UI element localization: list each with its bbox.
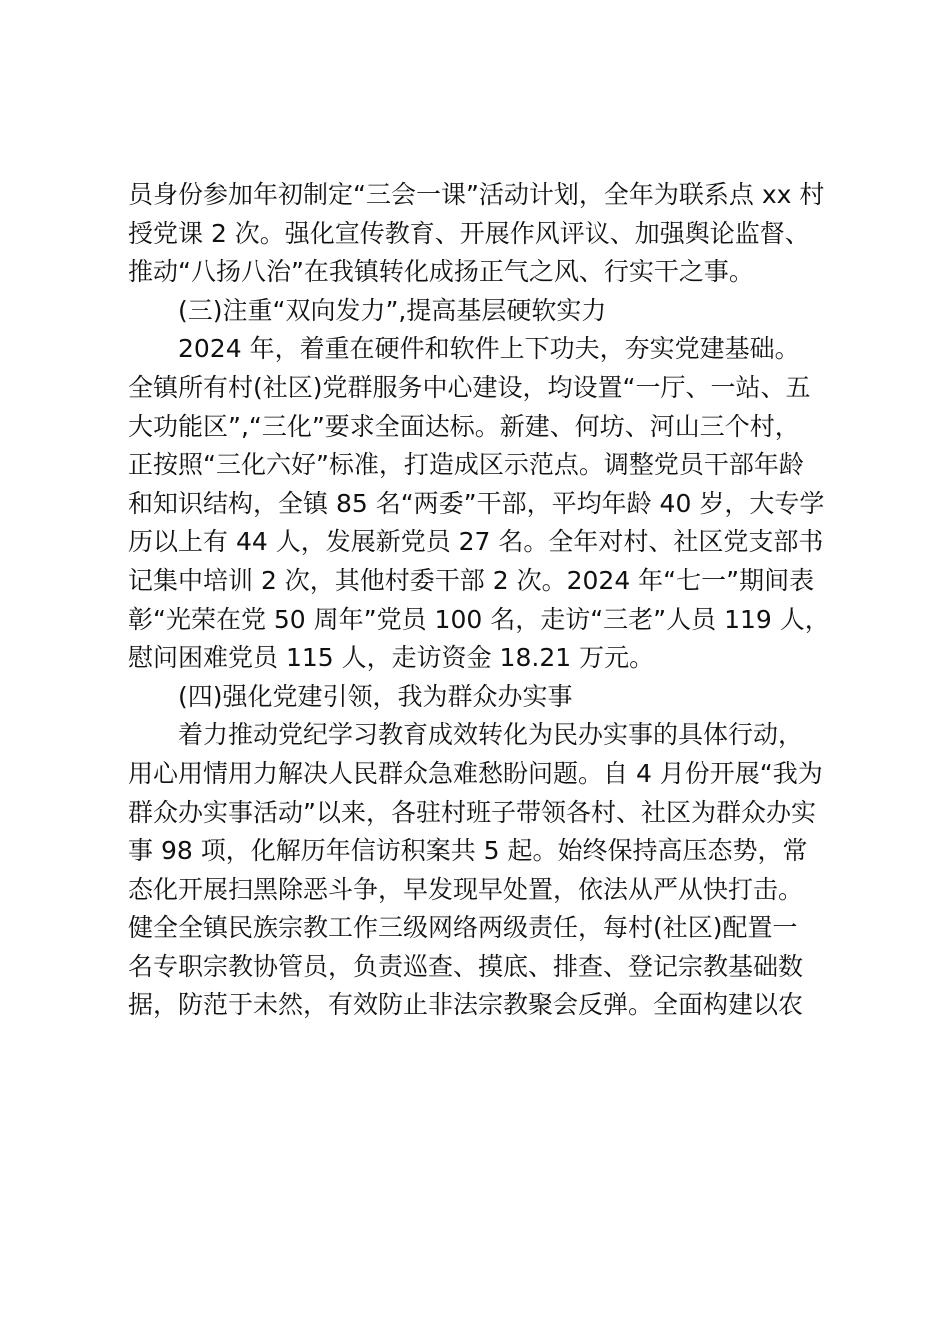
text-line-20: 健全全镇民族宗教工作三级网络两级责任，每村(社区)配置一 (128, 913, 798, 943)
section-heading-3: (三)注重“双向发力”,提高基层硬软实力 (178, 295, 607, 325)
text-line-6: 全镇所有村(社区)党群服务中心建设，均设置“一厅、一站、五 (128, 372, 811, 402)
text-line-22: 据，防范于未然，有效防止非法宗教聚会反弹。全面构建以农 (128, 990, 804, 1020)
text-line-2: 授党课 2 次。强化宣传教育、开展作风评议、加强舆论监督、 (128, 218, 810, 248)
text-line-19: 态化开展扫黑除恶斗争，早发现早处置，依法从严从快打击。 (128, 874, 804, 904)
text-line-8: 正按照“三化六好”标准，打造成区示范点。调整党员干部年龄 (128, 450, 804, 480)
text-line-15: 着力推动党纪学习教育成效转化为民办实事的具体行动， (178, 720, 804, 750)
text-line-9: 和知识结构，全镇 85 名“两委”干部，平均年龄 40 岁，大专学 (128, 488, 825, 518)
text-line-1: 员身份参加年初制定“三会一课”活动计划，全年为联系点 xx 村 (128, 180, 825, 209)
text-line-12: 彰“光荣在党 50 周年”党员 100 名，走访“三老”人员 119 人， (128, 604, 830, 634)
section-heading-4: (四)强化党建引领，我为群众办实事 (178, 681, 573, 711)
text-line-13: 慰问困难党员 115 人，走访资金 18.21 万元。 (128, 643, 655, 673)
text-line-3: 推动“八扬八治”在我镇转化成扬正气之风、行实干之事。 (128, 257, 754, 287)
text-line-11: 记集中培训 2 次，其他村委干部 2 次。2024 年“七一”期间表 (128, 565, 815, 595)
text-line-18: 事 98 项，化解历年信访积案共 5 起。始终保持高压态势，常 (128, 836, 808, 866)
text-line-5: 2024 年，着重在硬件和软件上下功夫，夯实党建基础。 (178, 334, 800, 364)
text-line-17: 群众办实事活动”以来，各驻村班子带领各村、社区为群众办实 (128, 797, 816, 827)
text-line-7: 大功能区”,“三化”要求全面达标。新建、何坊、河山三个村， (128, 411, 800, 441)
text-line-16: 用心用情用力解决人民群众急难愁盼问题。自 4 月份开展“我为 (128, 758, 823, 788)
text-line-10: 历以上有 44 人，发展新党员 27 名。全年对村、社区党支部书 (128, 527, 824, 557)
text-line-21: 名专职宗教协管员，负责巡查、摸底、排查、登记宗教基础数 (128, 951, 804, 981)
document-body (128, 176, 848, 1025)
